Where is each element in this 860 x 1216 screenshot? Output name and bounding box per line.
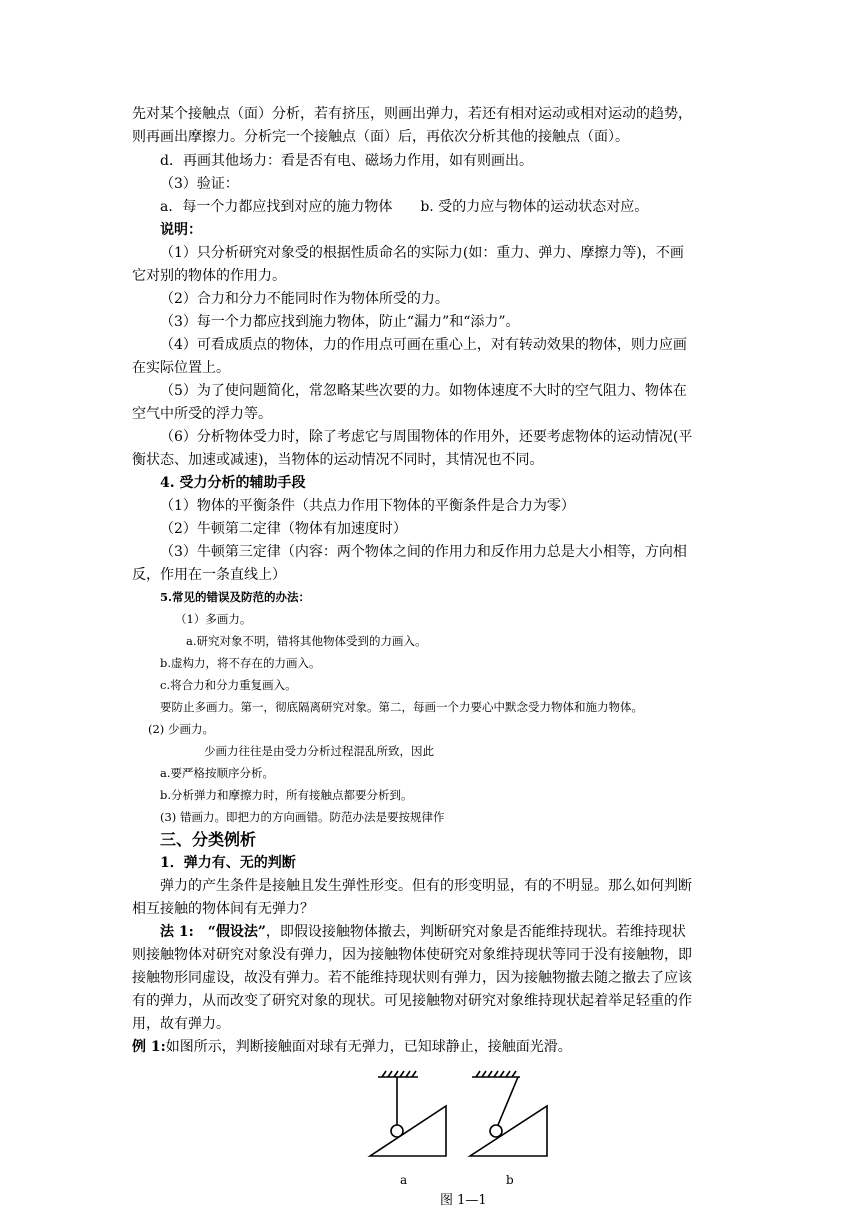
paragraph-line: 先对某个接触点（面）分析，若有挤压，则画出弹力，若还有相对运动或相对运动的趋势， bbox=[132, 106, 692, 122]
paragraph-line: 则再画出摩擦力。分析完一个接触点（面）后，再依次分析其他的接触点（面）。 bbox=[132, 129, 629, 145]
paragraph-line: （2）牛顿第二定律（物体有加速度时） bbox=[160, 521, 407, 537]
paragraph-line: （1）物体的平衡条件（共点力作用下物体的平衡条件是合力为零） bbox=[160, 498, 575, 514]
paragraph-line: (3) 错画力。即把力的方向画错。防范办法是要按规律作 bbox=[160, 810, 445, 824]
paragraph-line: （3）牛顿第三定律（内容：两个物体之间的作用力和反作用力总是大小相等，方向相 bbox=[160, 544, 687, 560]
subsection-heading: 1．弹力有、无的判断 bbox=[160, 855, 296, 871]
paragraph-line: （6）分析物体受力时，除了考虑它与周围物体的作用外，还要考虑物体的运动情况(平 bbox=[160, 429, 693, 445]
figure-b bbox=[470, 1071, 547, 1156]
paragraph-line: 则接触物体对研究对象没有弹力，因为接触物体使研究对象维持现状等同于没有接触物，即 bbox=[132, 947, 692, 963]
paragraph-line: （1）只分析研究对象受的根据性质命名的实际力(如：重力、弹力、摩擦力等)，不画 bbox=[160, 245, 684, 261]
paragraph-line: 接触物形同虚设，故没有弹力。若不能维持现状则有弹力，因为接触物撤去随之撤去了应该 bbox=[132, 970, 692, 986]
paragraph-line: 空气中所受的浮力等。 bbox=[132, 406, 272, 422]
paragraph-line: （5）为了使问题简化，常忽略某些次要的力。如物体速度不大时的空气阻力、物体在 bbox=[160, 383, 687, 399]
paragraph-line: 相互接触的物体间有无弹力？ bbox=[132, 901, 314, 917]
paragraph-line: a.要严格按顺序分析。 bbox=[160, 766, 275, 780]
paragraph-line: 在实际位置上。 bbox=[132, 360, 230, 376]
paragraph-line: （4）可看成质点的物体，力的作用点可画在重心上，对有转动效果的物体，则力应画 bbox=[160, 337, 687, 353]
paragraph-line: (2) 少画力。 bbox=[148, 722, 214, 736]
figure-incline-ball bbox=[360, 1062, 560, 1182]
paragraph-line: a．每一个力都应找到对应的施力物体 b. 受的力应与物体的运动状态对应。 bbox=[160, 199, 649, 215]
paragraph-line: 少画力往往是由受力分析过程混乱所致，因此 bbox=[204, 744, 434, 758]
section-heading: 4. 受力分析的辅助手段 bbox=[160, 475, 306, 491]
figure-label-a: a bbox=[400, 1173, 408, 1187]
paragraph-line: 衡状态、加速或减速)，当物体的运动情况不同时，其情况也不同。 bbox=[132, 452, 544, 468]
paragraph-line: 反，作用在一条直线上） bbox=[132, 567, 286, 583]
section-heading: 5.常见的错误及防范的办法： bbox=[160, 590, 311, 604]
paragraph-line: （1）多画力。 bbox=[175, 612, 252, 626]
paragraph-line: 用，故有弹力。 bbox=[132, 1016, 230, 1032]
paragraph-line: 要防止多画力。第一，彻底隔离研究对象。第二，每画一个力要心中默念受力物体和施力物体。 bbox=[160, 700, 643, 714]
figure-label-b: b bbox=[506, 1173, 514, 1187]
paragraph-line: b.虚构力，将不存在的力画入。 bbox=[160, 656, 321, 670]
paragraph-line: a.研究对象不明，错将其他物体受到的力画入。 bbox=[186, 634, 427, 648]
paragraph-line: 有的弹力，从而改变了研究对象的现状。可见接触物对研究对象维持现状起着举足轻重的作 bbox=[132, 993, 692, 1009]
paragraph-line: b.分析弹力和摩擦力时，所有接触点都要分析到。 bbox=[160, 788, 413, 802]
figure-a bbox=[370, 1071, 446, 1156]
method-label: 法 1: bbox=[160, 924, 194, 940]
chapter-heading: 三、分类例析 bbox=[160, 830, 257, 849]
note-heading: 说明： bbox=[160, 222, 202, 238]
method-paragraph-line bbox=[160, 921, 686, 944]
paragraph-line: 它对别的物体的作用力。 bbox=[132, 268, 286, 284]
method-term: “假设法” bbox=[207, 924, 266, 940]
paragraph-line: （3）验证： bbox=[160, 176, 239, 192]
example-text: 如图所示，判断接触面对球有无弹力，已知球静止，接触面光滑。 bbox=[165, 1039, 572, 1055]
example-label: 例 1: bbox=[132, 1039, 166, 1055]
paragraph-line: d．再画其他场力：看是否有电、磁场力作用，如有则画出。 bbox=[160, 153, 533, 169]
method-text: ，即假设接触物体撤去，判断研究对象是否能维持现状。若维持现状 bbox=[265, 924, 686, 940]
paragraph-line: （3）每一个力都应找到施力物体，防止“漏力”和“添力”。 bbox=[160, 314, 520, 330]
paragraph-line: （2）合力和分力不能同时作为物体所受的力。 bbox=[160, 291, 449, 307]
paragraph-line: 弹力的产生条件是接触且发生弹性形变。但有的形变明显，有的不明显。那么如何判断 bbox=[160, 878, 692, 894]
figure-caption: 图 1—1 bbox=[440, 1193, 487, 1208]
paragraph-line: c.将合力和分力重复画入。 bbox=[160, 678, 297, 692]
example-line bbox=[132, 1036, 572, 1059]
